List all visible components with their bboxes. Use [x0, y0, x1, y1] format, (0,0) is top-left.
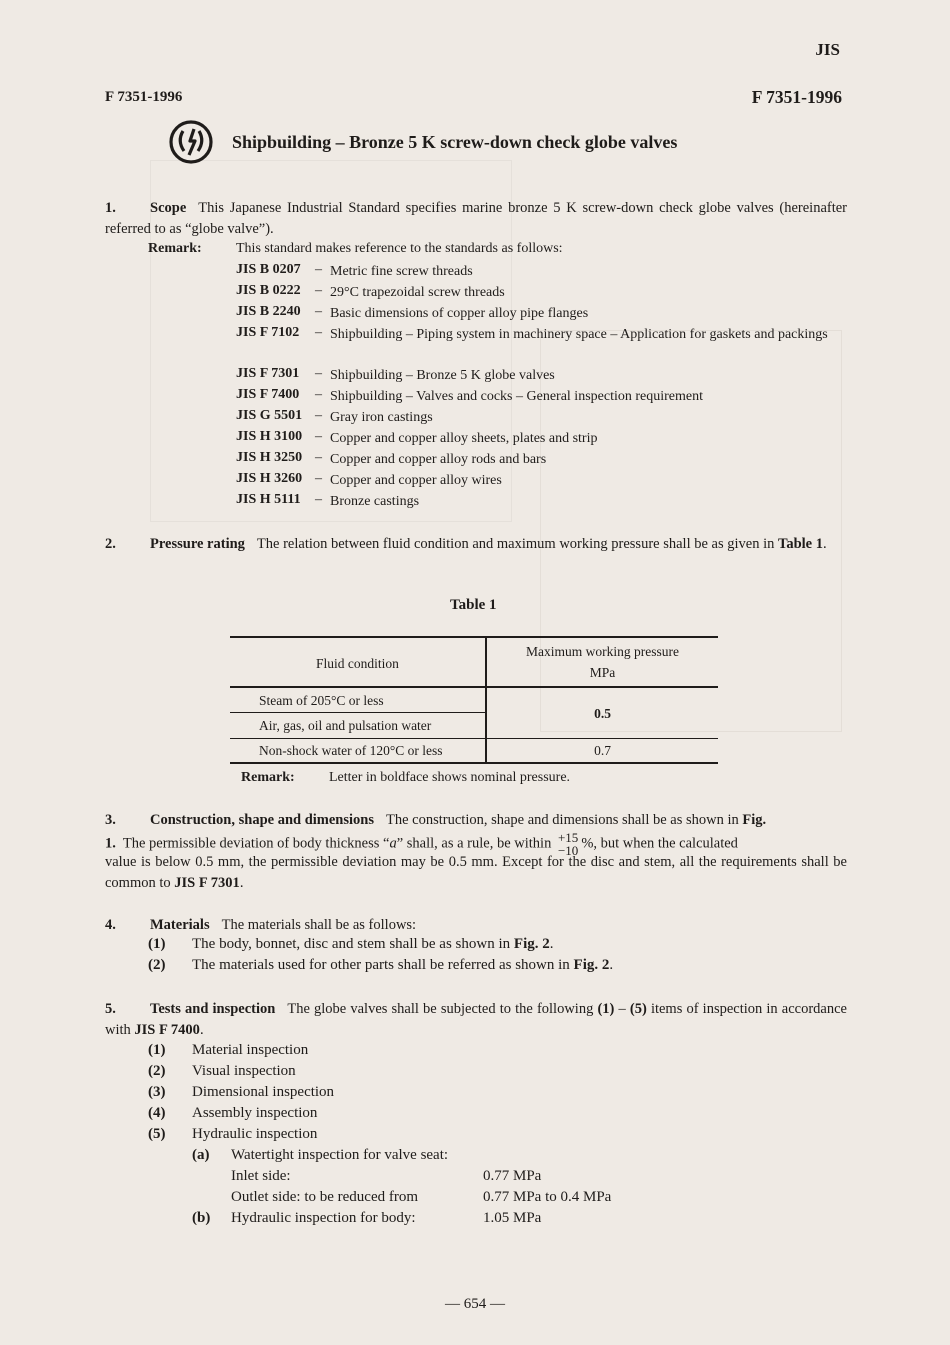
- outlet-value: 0.77 MPa to 0.4 MPa: [483, 1189, 612, 1205]
- reference-dash: –: [315, 492, 322, 507]
- section-1-remark-text: This standard makes reference to the standards as follows:: [236, 241, 563, 256]
- inspection-item: Visual inspection: [192, 1063, 296, 1079]
- reference-description: Basic dimensions of copper alloy pipe flanges: [330, 306, 589, 321]
- inspection-item: Dimensional inspection: [192, 1084, 335, 1100]
- inspection-item: Material inspection: [192, 1042, 309, 1058]
- materials-item: The materials used for other parts shall be referred as shown in Fig. 2.: [192, 957, 614, 973]
- sub-item-b-num: (b): [192, 1210, 211, 1226]
- reference-description: Gray iron castings: [330, 410, 433, 425]
- inspection-item-num: (1): [148, 1042, 166, 1058]
- reference-description: Bronze castings: [330, 494, 420, 509]
- outlet-label: Outlet side: to be reduced from: [231, 1189, 419, 1205]
- section-3-line-2: 1. The permissible deviation of body thickness “a” shall, as a rule, be within +15 −10 %, but when the calculated: [105, 830, 738, 858]
- table-header-rule: [230, 686, 718, 688]
- section-1-scope: 1. Scope This Japanese Industrial Standard specifies marine bronze 5 K screw-down check globe valves (hereinafter referred to as “globe valve”).: [105, 200, 847, 237]
- materials-item: The body, bonnet, disc and stem shall be as shown in Fig. 2.: [192, 936, 554, 952]
- reference-code: JIS B 0207: [236, 262, 301, 277]
- table-header-fluid-condition: Fluid condition: [316, 656, 399, 671]
- jis-mark: JIS: [815, 40, 840, 59]
- inspection-item-num: (3): [148, 1084, 166, 1100]
- table-cell-pressure-nominal: 0.5: [594, 706, 611, 721]
- reference-dash: –: [315, 262, 322, 277]
- table-row-rule: [230, 738, 718, 739]
- table-bottom-rule: [230, 762, 718, 764]
- reference-code: JIS H 5111: [236, 492, 301, 507]
- doc-number-left: F 7351-1996: [105, 89, 183, 105]
- reference-dash: –: [315, 366, 322, 381]
- section-2-pressure-rating: 2. Pressure rating The relation between fluid condition and maximum working pressure shall be as given in Table 1.: [105, 536, 827, 552]
- reference-code: JIS F 7400: [236, 387, 300, 402]
- reference-description: Copper and copper alloy rods and bars: [330, 452, 547, 467]
- page-number: — 654 —: [445, 1296, 505, 1312]
- reference-dash: –: [315, 387, 322, 402]
- reference-description: Shipbuilding – Valves and cocks – General inspection requirement: [330, 389, 703, 404]
- section-1-remark-label: Remark:: [148, 241, 202, 256]
- reference-code: JIS H 3250: [236, 450, 303, 465]
- sub-item-b-text: Hydraulic inspection for body:: [231, 1210, 416, 1226]
- table-top-rule: [230, 636, 718, 638]
- table-cell-condition: Steam of 205°C or less: [259, 693, 384, 708]
- tolerance-fraction: +15 −10: [557, 830, 579, 858]
- reference-dash: –: [315, 325, 322, 340]
- reference-description: Metric fine screw threads: [330, 264, 473, 279]
- reference-description: Shipbuilding – Bronze 5 K globe valves: [330, 368, 555, 383]
- reference-description: Copper and copper alloy sheets, plates and strip: [330, 431, 598, 446]
- materials-item-num: (2): [148, 957, 166, 973]
- section-5-tests: 5. Tests and inspection The globe valves shall be subjected to the following (1) – (5) items of inspection in accordance with JIS F 7400.: [105, 1001, 847, 1038]
- inspection-item-num: (2): [148, 1063, 166, 1079]
- body-pressure-value: 1.05 MPa: [483, 1210, 542, 1226]
- section-4-materials: 4. Materials The materials shall be as follows:: [105, 917, 417, 933]
- table-cell-condition: Non-shock water of 120°C or less: [259, 743, 443, 758]
- sub-item-a-text: Watertight inspection for valve seat:: [231, 1147, 449, 1163]
- inspection-item: Hydraulic inspection: [192, 1126, 318, 1142]
- inspection-item-num: (5): [148, 1126, 166, 1142]
- reference-code: JIS H 3260: [236, 471, 303, 486]
- table-remark-label: Remark:: [241, 770, 295, 785]
- table-header-pressure: Maximum working pressure: [526, 644, 679, 659]
- table-remark-text: Letter in boldface shows nominal pressure.: [329, 770, 571, 785]
- reference-code: JIS B 0222: [236, 283, 301, 298]
- reference-description: Copper and copper alloy wires: [330, 473, 502, 488]
- reference-dash: –: [315, 304, 322, 319]
- section-3-line-3: value is below 0.5 mm, the permissible deviation may be 0.5 mm. Except for the disc and stem, all the requirements shall be common to JIS F 7301.: [105, 854, 847, 891]
- section-3-construction: 3. Construction, shape and dimensions The construction, shape and dimensions shall be as shown in Fig.: [105, 812, 767, 828]
- reference-dash: –: [315, 450, 322, 465]
- materials-item-num: (1): [148, 936, 166, 952]
- reference-dash: –: [315, 429, 322, 444]
- reference-code: JIS G 5501: [236, 408, 303, 423]
- reference-code: JIS F 7301: [236, 366, 300, 381]
- sub-item-a-num: (a): [192, 1147, 210, 1163]
- document-title: Shipbuilding – Bronze 5 K screw-down check globe valves: [232, 132, 678, 152]
- doc-number-right: F 7351-1996: [751, 87, 842, 107]
- reference-code: JIS F 7102: [236, 325, 300, 340]
- table-cell-pressure: 0.7: [594, 743, 611, 758]
- reference-dash: –: [315, 408, 322, 423]
- inlet-value: 0.77 MPa: [483, 1168, 542, 1184]
- table-row-rule: [230, 712, 486, 713]
- reference-code: JIS H 3100: [236, 429, 303, 444]
- inlet-label: Inlet side:: [231, 1168, 291, 1184]
- table-header-unit: MPa: [589, 665, 616, 680]
- reference-code: JIS B 2240: [236, 304, 301, 319]
- reference-description: Shipbuilding – Piping system in machinery space – Application for gaskets and packings: [330, 327, 828, 342]
- table-1-title: Table 1: [450, 597, 497, 613]
- reference-description: 29°C trapezoidal screw threads: [330, 285, 505, 300]
- inspection-item-num: (4): [148, 1105, 166, 1121]
- jis-logo-icon: [167, 119, 215, 165]
- reference-dash: –: [315, 471, 322, 486]
- inspection-item: Assembly inspection: [192, 1105, 318, 1121]
- reference-dash: –: [315, 283, 322, 298]
- table-cell-condition: Air, gas, oil and pulsation water: [259, 718, 432, 733]
